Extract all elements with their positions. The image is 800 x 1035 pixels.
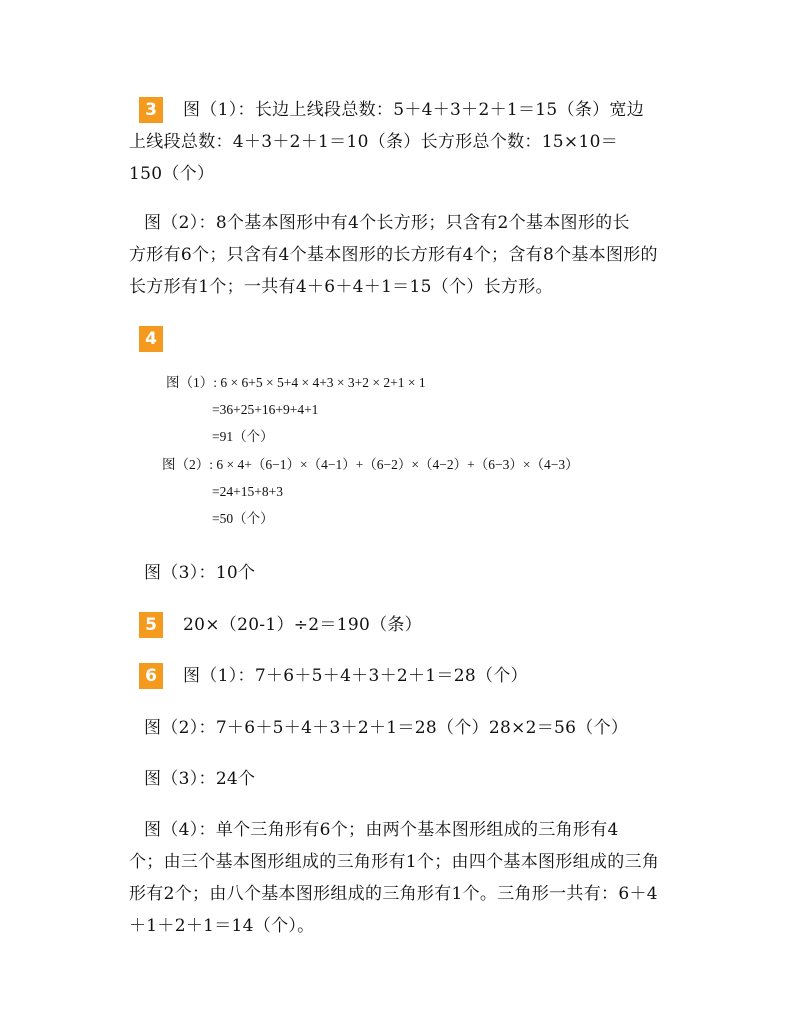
section-5-badge: 5 [139,612,163,638]
formula-fig2-line-2: =24+15+8+3 [212,484,283,499]
section-3-line-1: 图（1）：长边上线段总数：5＋4＋3＋2＋1＝15（条）宽边 [183,100,645,120]
formula-fig1-line-3: =91（个） [212,429,274,444]
section-6-fig3: 图（3）：24个 [144,769,256,789]
formula-fig2-line-1: 图（2）: 6 × 4+（6−1）×（4−1）+（6−2）×（4−2）+（6−3）×（4−3） [162,457,579,472]
section-4-fig3: 图（3）：10个 [144,563,256,583]
section-3-line-2: 上线段总数：4＋3＋2＋1＝10（条）长方形总个数：15×10＝ [129,132,619,152]
section-6-fig4-line-2: 个；由三个基本图形组成的三角形有1个；由四个基本图形组成的三角 [129,852,660,872]
section-6-fig4-line-3: 形有2个；由八个基本图形组成的三角形有1个。三角形一共有：6＋4 [129,884,658,904]
section-6-fig1: 图（1）：7＋6＋5＋4＋3＋2＋1＝28（个） [183,666,528,686]
section-3-fig2-line-3: 长方形有1个；一共有4＋6＋4＋1＝15（个）长方形。 [129,277,553,297]
section-3-fig2-line-1: 图（2）：8个基本图形中有4个长方形；只含有2个基本图形的长 [144,213,630,233]
section-6-fig4-line-1: 图（4）：单个三角形有6个；由两个基本图形组成的三角形有4 [144,820,619,840]
formula-fig1-line-1: 图（1）: 6 × 6+5 × 5+4 × 4+3 × 3+2 × 2+1 × 1 [166,375,426,390]
section-3-line-3: 150（个） [129,164,215,184]
section-6-fig2: 图（2）：7＋6＋5＋4＋3＋2＋1＝28（个）28×2＝56（个） [144,718,629,738]
formula-fig1-line-2: =36+25+16+9+4+1 [212,402,319,417]
section-5-text: 20×（20-1）÷2＝190（条） [183,615,422,635]
formula-fig2-line-3: =50（个） [212,511,274,526]
section-6-badge: 6 [139,663,163,689]
section-3-badge: 3 [139,97,163,123]
section-6-fig4-line-4: ＋1＋2＋1＝14（个）。 [129,916,315,936]
section-3-fig2-line-2: 方形有6个；只含有4个基本图形的长方形有4个；含有8个基本图形的 [129,245,658,265]
section-4-badge: 4 [139,326,163,352]
